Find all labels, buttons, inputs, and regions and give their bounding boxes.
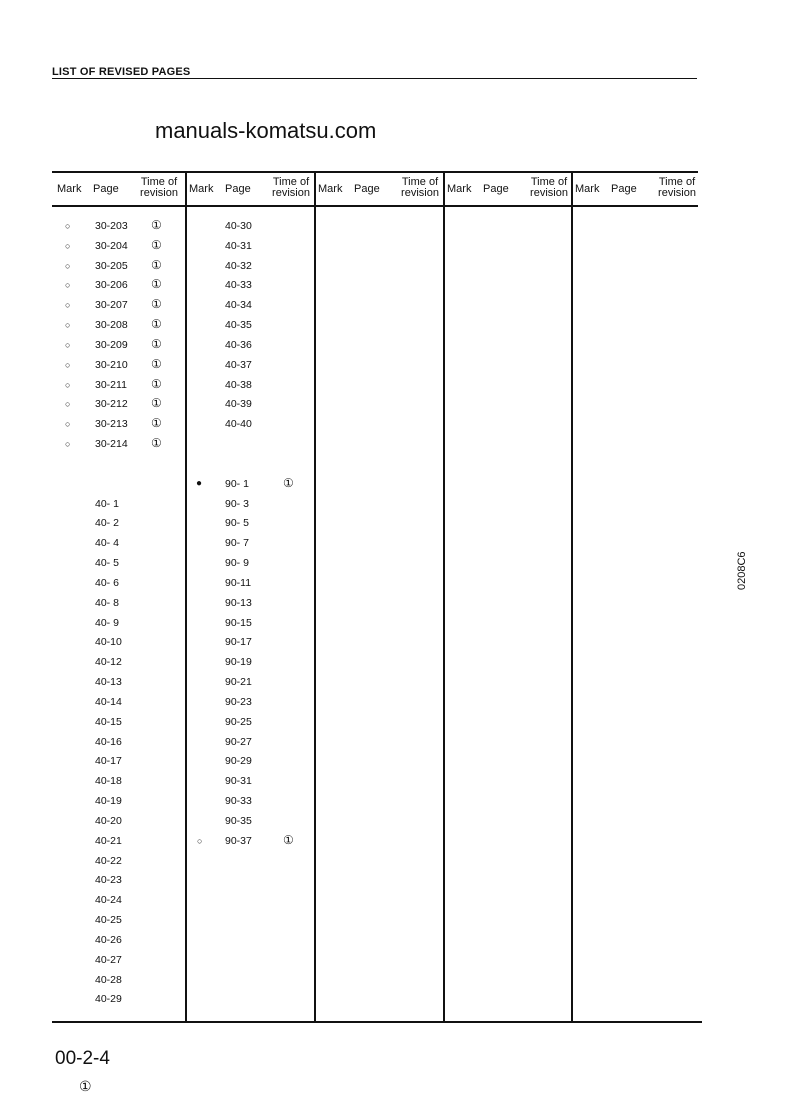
header-mark: Mark — [318, 183, 343, 195]
row-mark: ○ — [197, 835, 203, 846]
header-rule — [52, 205, 698, 207]
row-page: 40-13 — [95, 676, 122, 689]
row-page: 40-28 — [95, 973, 122, 986]
row-revision: ① — [151, 416, 162, 431]
row-page: 90-35 — [225, 814, 252, 827]
table-top-rule — [52, 171, 698, 173]
row-revision: ① — [151, 436, 162, 451]
row-page: 40-17 — [95, 755, 122, 768]
row-revision: ① — [151, 297, 162, 312]
row-page: 90-27 — [225, 735, 252, 748]
page-number: 00-2-4 — [55, 1048, 110, 1069]
row-revision: ① — [151, 356, 162, 371]
row-page: 40-24 — [95, 894, 122, 907]
row-page: 90-25 — [225, 715, 252, 728]
header-page: Page — [611, 183, 637, 195]
row-page: 40-27 — [95, 953, 122, 966]
header-mark: Mark — [447, 183, 472, 195]
row-page: 30-205 — [95, 259, 128, 272]
row-page: 40-29 — [95, 993, 122, 1006]
header-mark: Mark — [575, 183, 600, 195]
row-revision: ① — [151, 277, 162, 292]
row-page: 90-33 — [225, 795, 252, 808]
row-page: 40- 9 — [95, 616, 119, 629]
row-page: 40-10 — [95, 636, 122, 649]
header-mark: Mark — [57, 183, 82, 195]
row-page: 90-23 — [225, 695, 252, 708]
header-time-of-revision: Time of revision — [530, 176, 568, 199]
row-page: 40-35 — [225, 319, 252, 332]
header-mark: Mark — [189, 183, 214, 195]
row-mark: ○ — [65, 379, 71, 390]
row-mark: ○ — [65, 339, 71, 350]
row-page: 40-21 — [95, 834, 122, 847]
row-page: 90-19 — [225, 656, 252, 669]
row-mark: ○ — [65, 419, 71, 430]
row-mark: ○ — [65, 280, 71, 291]
row-mark: ○ — [65, 240, 71, 251]
row-page: 40-25 — [95, 914, 122, 927]
row-page: 30-212 — [95, 398, 128, 411]
column-divider — [571, 172, 573, 1022]
row-page: 40-18 — [95, 775, 122, 788]
row-mark: ○ — [65, 399, 71, 410]
row-revision: ① — [151, 237, 162, 252]
row-page: 40-30 — [225, 220, 252, 232]
row-page: 30-204 — [95, 239, 128, 252]
row-mark: ○ — [65, 320, 71, 331]
row-mark: ○ — [65, 439, 71, 450]
row-page: 90- 1 — [225, 477, 249, 490]
row-page: 40- 1 — [95, 497, 119, 510]
row-page: 40-26 — [95, 933, 122, 946]
row-page: 30-209 — [95, 338, 128, 351]
footer-revision: ① — [79, 1078, 92, 1094]
row-page: 40-12 — [95, 656, 122, 669]
row-revision: ① — [151, 396, 162, 411]
row-mark: ○ — [65, 300, 71, 311]
row-page: 40-31 — [225, 239, 252, 252]
row-page: 40-32 — [225, 259, 252, 272]
row-revision: ① — [283, 832, 294, 847]
row-revision: ① — [283, 475, 294, 490]
row-page: 30-206 — [95, 279, 128, 292]
row-page: 40- 6 — [95, 576, 119, 589]
row-page: 90-31 — [225, 775, 252, 788]
row-page: 40-16 — [95, 735, 122, 748]
row-page: 40- 8 — [95, 596, 119, 609]
row-mark: ● — [196, 477, 203, 489]
row-page: 90-17 — [225, 636, 252, 649]
row-revision: ① — [151, 317, 162, 332]
row-revision: ① — [151, 257, 162, 272]
row-revision: ① — [151, 218, 162, 232]
row-page: 40-14 — [95, 695, 122, 708]
row-page: 40-33 — [225, 279, 252, 292]
table-bottom-rule — [52, 1021, 702, 1023]
title-rule — [52, 78, 697, 79]
row-page: 30-203 — [95, 220, 128, 232]
header-page: Page — [354, 183, 380, 195]
header-time-of-revision: Time of revision — [658, 176, 696, 199]
header-page: Page — [93, 183, 119, 195]
header-time-of-revision: Time of revision — [272, 176, 310, 199]
side-code: 0208C6 — [736, 551, 748, 590]
watermark: manuals-komatsu.com — [155, 118, 377, 143]
row-page: 40-36 — [225, 338, 252, 351]
row-revision: ① — [151, 376, 162, 391]
row-page: 90- 3 — [225, 497, 249, 510]
row-page: 40- 2 — [95, 517, 119, 530]
row-page: 40- 5 — [95, 557, 119, 570]
row-page: 40-20 — [95, 814, 122, 827]
row-page: 90-11 — [225, 576, 252, 589]
column-divider — [185, 172, 187, 1022]
row-page: 90-29 — [225, 755, 252, 768]
row-mark: ○ — [65, 260, 71, 271]
row-page: 30-208 — [95, 319, 128, 332]
row-page: 90-21 — [225, 676, 252, 689]
row-page: 40-37 — [225, 358, 252, 371]
header-page: Page — [483, 183, 509, 195]
column-divider — [443, 172, 445, 1022]
row-page: 40-39 — [225, 398, 252, 411]
row-page: 40-34 — [225, 299, 252, 312]
row-page: 40-40 — [225, 418, 252, 431]
row-page: 40-22 — [95, 854, 122, 867]
row-page: 90- 5 — [225, 517, 249, 530]
row-revision: ① — [151, 336, 162, 351]
row-mark: ○ — [65, 221, 71, 231]
row-page: 40-15 — [95, 715, 122, 728]
row-page: 90-13 — [225, 596, 252, 609]
header-time-of-revision: Time of revision — [401, 176, 439, 199]
row-page: 30-213 — [95, 418, 128, 431]
row-page: 30-211 — [95, 378, 127, 391]
row-page: 90- 9 — [225, 557, 249, 570]
row-page: 90- 7 — [225, 537, 249, 550]
page-title: LIST OF REVISED PAGES — [52, 66, 191, 78]
column-divider — [314, 172, 316, 1022]
row-page: 30-210 — [95, 358, 128, 371]
header-time-of-revision: Time of revision — [140, 176, 178, 199]
row-page: 90-15 — [225, 616, 252, 629]
row-page: 40-23 — [95, 874, 122, 887]
header-page: Page — [225, 183, 251, 195]
row-mark: ○ — [65, 359, 71, 370]
row-page: 40- 4 — [95, 537, 119, 550]
row-page: 40-19 — [95, 795, 122, 808]
row-page: 40-38 — [225, 378, 252, 391]
row-page: 30-207 — [95, 299, 128, 312]
row-page: 90-37 — [225, 834, 252, 847]
row-page: 30-214 — [95, 438, 128, 451]
